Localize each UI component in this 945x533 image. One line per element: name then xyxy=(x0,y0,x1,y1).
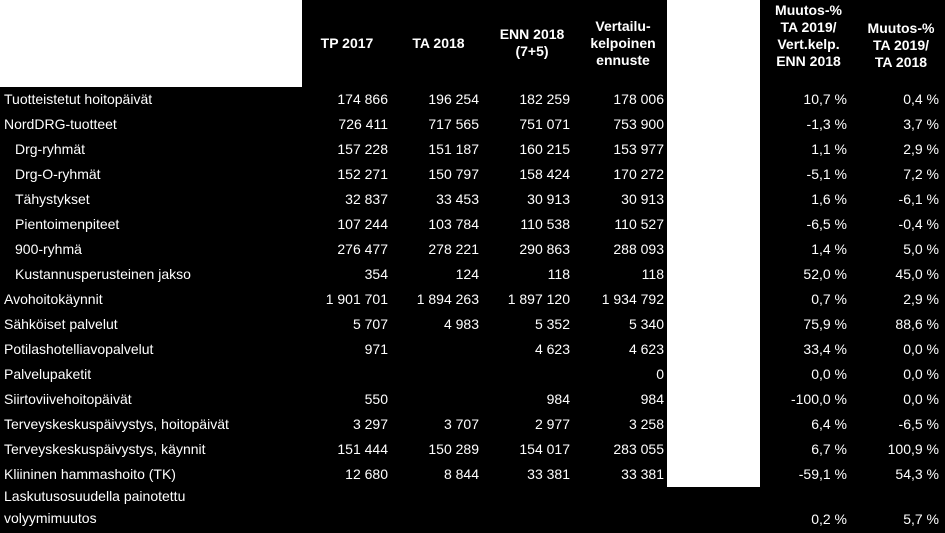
cell-vert: 984 xyxy=(640,391,664,407)
cell-m1: 0,0 % xyxy=(811,366,847,382)
row-label: Drg-O-ryhmät xyxy=(15,166,101,182)
row-label: NordDRG-tuotteet xyxy=(4,116,117,132)
cell-tp2017: 151 444 xyxy=(337,441,388,457)
header-enn2018-line: (7+5) xyxy=(515,43,549,59)
cell-vert: 288 093 xyxy=(613,241,664,257)
cell-m2: 0,0 % xyxy=(903,341,939,357)
row-label: Kustannusperusteinen jakso xyxy=(15,266,191,282)
cell-ta2018: 150 289 xyxy=(428,441,479,457)
cell-m2: 0,0 % xyxy=(903,391,939,407)
cell-vert: 3 258 xyxy=(628,416,664,432)
cell-m1: 33,4 % xyxy=(803,341,847,357)
cell-vert: 33 381 xyxy=(621,466,664,482)
cell-enn2018: 30 913 xyxy=(527,191,570,207)
cell-m2: 0,0 % xyxy=(903,366,939,382)
cell-m2: 3,7 % xyxy=(903,116,939,132)
row-label: Avohoitokäynnit xyxy=(4,291,103,307)
cell-enn2018: 4 623 xyxy=(534,341,570,357)
row-label: Palvelupaketit xyxy=(4,366,92,382)
cell-tp2017: 107 244 xyxy=(337,216,388,232)
cell-ta2018: 150 797 xyxy=(428,166,479,182)
header-muutos1-line: ENN 2018 xyxy=(776,53,841,69)
cell-ta2018: 717 565 xyxy=(428,116,479,132)
cell-enn2018: 110 538 xyxy=(520,216,570,232)
cell-ta2018: 4 983 xyxy=(443,316,479,332)
cell-m1: -100,0 % xyxy=(790,391,847,407)
cell-vert: 153 977 xyxy=(613,141,664,157)
header-vertailu-line: Vertailu- xyxy=(595,18,651,34)
cell-m2: -6,1 % xyxy=(898,191,939,207)
header-vertailu-line: kelpoinen xyxy=(590,35,656,51)
cell-m1: -59,1 % xyxy=(798,466,847,482)
cell-m1: 10,7 % xyxy=(803,91,847,107)
cell-ta2018: 124 xyxy=(455,266,479,282)
header-enn2018-line: ENN 2018 xyxy=(499,26,565,42)
row-label-weighted-line1: Laskutusosuudella painotettu xyxy=(4,488,186,504)
cell-tp2017: 550 xyxy=(364,391,388,407)
cell-vert: 118 xyxy=(641,266,664,282)
header-muutos2-line: TA 2018 xyxy=(874,54,928,70)
cell-m1: 52,0 % xyxy=(803,266,847,282)
cell-m1: -6,5 % xyxy=(806,216,847,232)
cell-ta2018: 1 894 263 xyxy=(416,291,479,307)
cell-enn2018: 1 897 120 xyxy=(507,291,570,307)
cell-vert: 5 340 xyxy=(628,316,664,332)
cell-m1: 1,4 % xyxy=(811,241,847,257)
cell-vert: 283 055 xyxy=(613,441,664,457)
row-label: Sähköiset palvelut xyxy=(4,316,118,332)
header-muutos2-line: TA 2019/ xyxy=(872,37,930,53)
cell-ta2018: 278 221 xyxy=(428,241,479,257)
cell-tp2017: 726 411 xyxy=(338,116,388,132)
cell-ta2018: 196 254 xyxy=(428,91,479,107)
cell-tp2017: 354 xyxy=(364,266,388,282)
header-muutos1-line: Vert.kelp. xyxy=(777,36,840,52)
row-label: Tähystykset xyxy=(15,191,90,207)
cell-tp2017: 152 271 xyxy=(337,166,388,182)
cell-tp2017: 3 297 xyxy=(352,416,388,432)
cell-vert: 1 934 792 xyxy=(601,291,664,307)
cell-m2: -0,4 % xyxy=(898,216,939,232)
row-label: 900-ryhmä xyxy=(15,241,82,257)
cell-m1: 75,9 % xyxy=(803,316,847,332)
row-label: Siirtoviivehoitopäivät xyxy=(4,391,132,407)
cell-tp2017: 5 707 xyxy=(352,316,388,332)
cell-vert: 110 527 xyxy=(614,216,664,232)
cell-ta2018: 33 453 xyxy=(436,191,479,207)
cell-tp2017: 971 xyxy=(364,341,388,357)
cell-enn2018: 751 071 xyxy=(519,116,570,132)
cell-m2: 5,0 % xyxy=(903,241,939,257)
row-label: Terveyskeskuspäivystys, hoitopäivät xyxy=(4,416,229,432)
cell-m2: 7,2 % xyxy=(903,166,939,182)
cell-enn2018: 2 977 xyxy=(534,416,570,432)
cell-m1: -1,3 % xyxy=(806,116,847,132)
cell-m2-weighted: 5,7 % xyxy=(903,511,939,527)
cell-tp2017: 1 901 701 xyxy=(325,291,388,307)
cell-vert: 4 623 xyxy=(628,341,664,357)
cell-m1: 1,1 % xyxy=(811,141,847,157)
cell-vert: 30 913 xyxy=(621,191,664,207)
cell-ta2018: 3 707 xyxy=(443,416,479,432)
cell-ta2018: 8 844 xyxy=(443,466,479,482)
cell-m1: -5,1 % xyxy=(806,166,847,182)
cell-enn2018: 290 863 xyxy=(519,241,570,257)
cell-tp2017: 174 866 xyxy=(337,91,388,107)
cell-m2: -6,5 % xyxy=(898,416,939,432)
cell-enn2018: 160 215 xyxy=(519,141,570,157)
cell-ta2018: 151 187 xyxy=(428,141,479,157)
row-label-weighted-line2: volyymimuutos xyxy=(4,510,97,526)
cell-m2: 2,9 % xyxy=(903,141,939,157)
header-vertailu-line: ennuste xyxy=(596,52,650,68)
header-tp2017-line: TP 2017 xyxy=(320,35,374,51)
cell-m1: 6,4 % xyxy=(811,416,847,432)
row-label: Pientoimenpiteet xyxy=(15,216,120,232)
row-label: Kliininen hammashoito (TK) xyxy=(4,466,176,482)
cell-ta2018: 103 784 xyxy=(428,216,479,232)
cell-enn2018: 5 352 xyxy=(534,316,570,332)
row-label: Tuotteistetut hoitopäivät xyxy=(4,91,153,107)
header-muutos2-line: Muutos-% xyxy=(867,20,935,36)
cell-m2: 88,6 % xyxy=(895,316,939,332)
row-label: Terveyskeskuspäivystys, käynnit xyxy=(4,441,206,457)
cell-vert: 753 900 xyxy=(613,116,664,132)
cell-m2: 0,4 % xyxy=(903,91,939,107)
cell-tp2017: 12 680 xyxy=(345,466,388,482)
cell-enn2018: 154 017 xyxy=(519,441,570,457)
cell-m1: 1,6 % xyxy=(811,191,847,207)
cell-m2: 45,0 % xyxy=(895,266,939,282)
header-muutos1-line: TA 2019/ xyxy=(780,19,837,35)
cell-m1: 6,7 % xyxy=(811,441,847,457)
cell-vert: 0 xyxy=(656,366,664,382)
cell-tp2017: 32 837 xyxy=(345,191,388,207)
cell-enn2018: 158 424 xyxy=(519,166,570,182)
cell-vert: 178 006 xyxy=(613,91,664,107)
row-label: Potilashotelliavopalvelut xyxy=(4,341,154,357)
header-ta2018-line: TA 2018 xyxy=(412,35,465,51)
cell-tp2017: 157 228 xyxy=(337,141,388,157)
cell-m1-weighted: 0,2 % xyxy=(811,511,847,527)
cell-tp2017: 276 477 xyxy=(337,241,388,257)
header-muutos1-line: Muutos-% xyxy=(775,2,842,18)
cell-m2: 54,3 % xyxy=(895,466,939,482)
cell-m1: 0,7 % xyxy=(811,291,847,307)
cell-m2: 2,9 % xyxy=(903,291,939,307)
cell-enn2018: 118 xyxy=(547,266,570,282)
cell-enn2018: 33 381 xyxy=(527,466,570,482)
cell-enn2018: 984 xyxy=(546,391,570,407)
row-label: Drg-ryhmät xyxy=(15,141,86,157)
cell-m2: 100,9 % xyxy=(887,441,939,457)
cell-enn2018: 182 259 xyxy=(519,91,570,107)
cell-vert: 170 272 xyxy=(613,166,664,182)
